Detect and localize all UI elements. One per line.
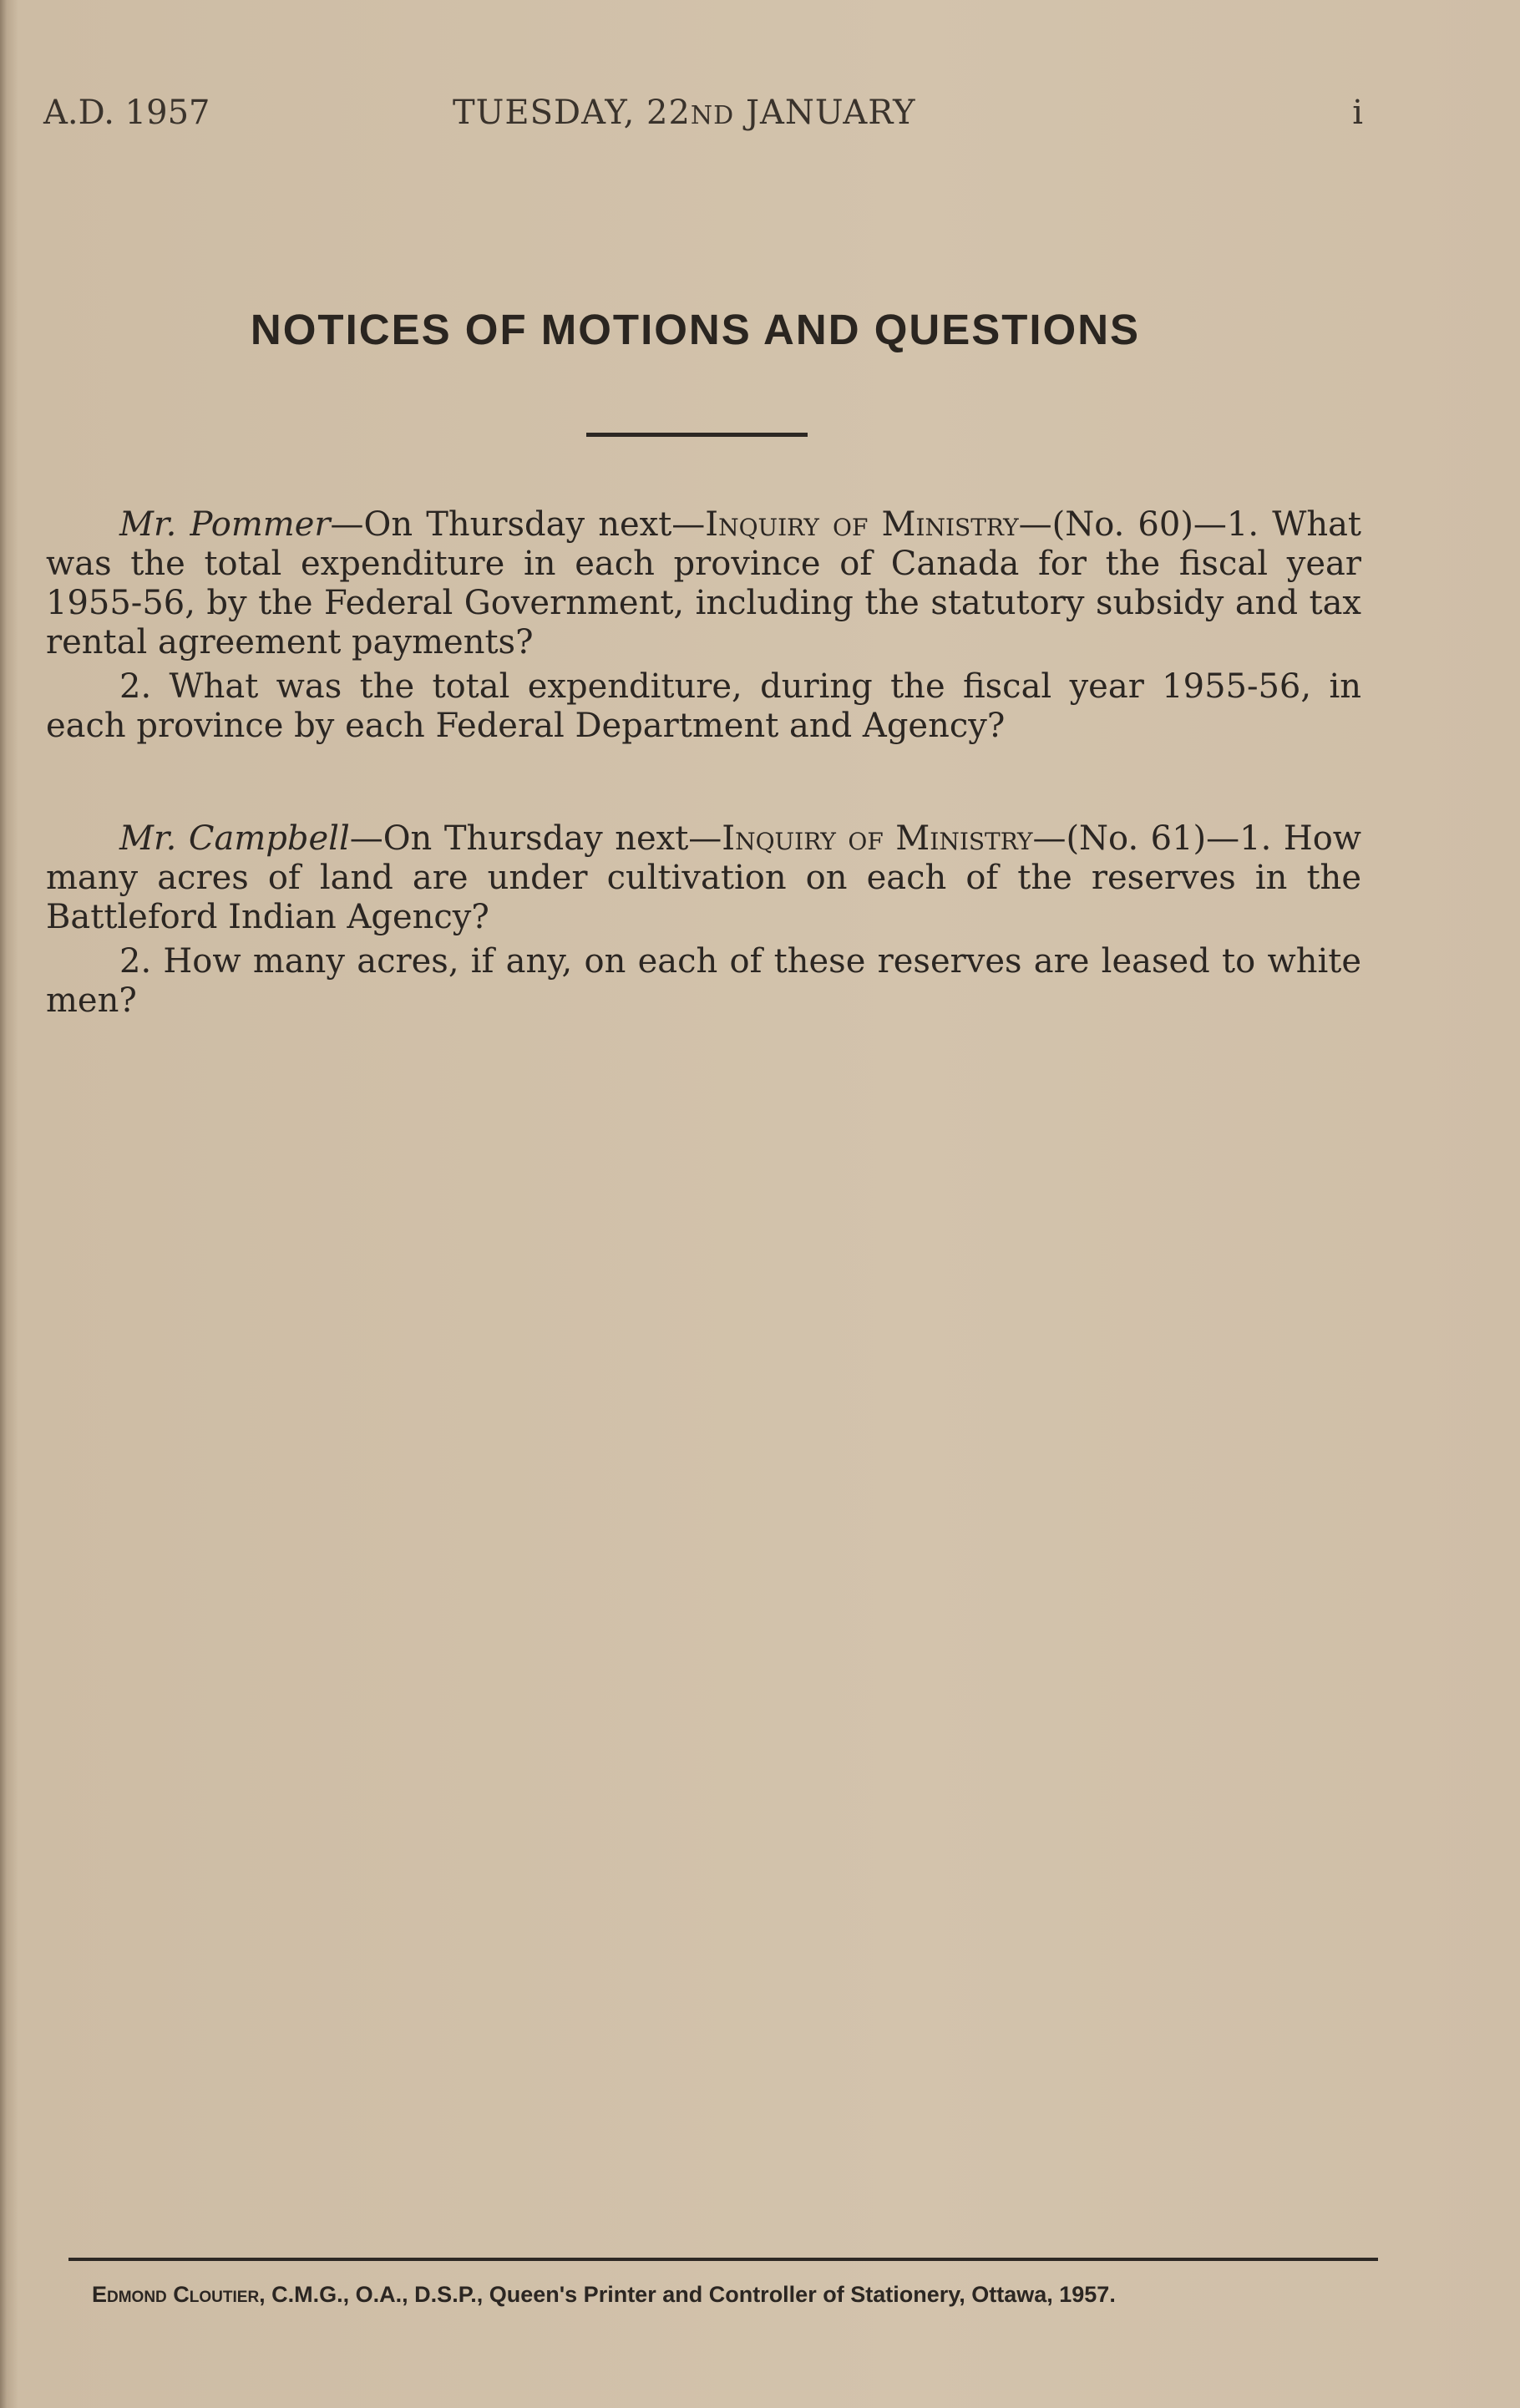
notice-question-1 [46,819,1361,937]
inquiry-label: Inquiry of Ministry [705,505,1019,544]
printer-imprint [92,2282,1361,2308]
inquiry-label: Inquiry of Ministry [722,819,1033,858]
header-year: A.D. 1957 [43,94,210,132]
notice-question-2: 2. How many acres, if any, on each of these reserves are leased to white men? [46,942,1361,1020]
header-date [453,94,916,132]
header-day: TUESDAY, 22 [453,94,691,132]
printer-name: Edmond Cloutier [92,2282,260,2307]
notices-body [46,505,1361,1021]
notice-lead: —On Thursday next— [349,819,722,858]
question-text: —(No. 61)—1. How many acres of land are under cultivation on each of the reserves in the Battleford Indian Agency? [46,819,1362,936]
question-text: —(No. 60)—1. What was the total expenditure in each province of Canada for the fiscal year 1955-56, by the Federal Government, including the statutory subsidy and tax rental agreement payments? [46,505,1361,662]
header-month: JANUARY [745,94,916,132]
header-ordinal-suffix: ND [690,101,735,130]
running-header [43,94,1363,144]
notice-block [46,819,1361,1021]
footer-divider [68,2258,1378,2261]
member-name: Mr. Pommer [119,505,331,544]
member-name: Mr. Campbell [119,819,350,858]
notice-question-2: 2. What was the total expenditure, during the fiscal year 1955-56, in each province by each Federal Department and Agency? [46,667,1361,745]
page-title: NOTICES OF MOTIONS AND QUESTIONS [250,306,1141,353]
notice-question-1 [46,505,1361,662]
page-number: i [1352,94,1363,132]
notice-block [46,505,1361,746]
printer-credits: , C.M.G., O.A., D.S.P., Queen's Printer and Controller of Stationery, Ottawa, 1957. [259,2282,1116,2307]
title-divider [586,433,808,437]
notice-lead: —On Thursday next— [330,505,706,544]
